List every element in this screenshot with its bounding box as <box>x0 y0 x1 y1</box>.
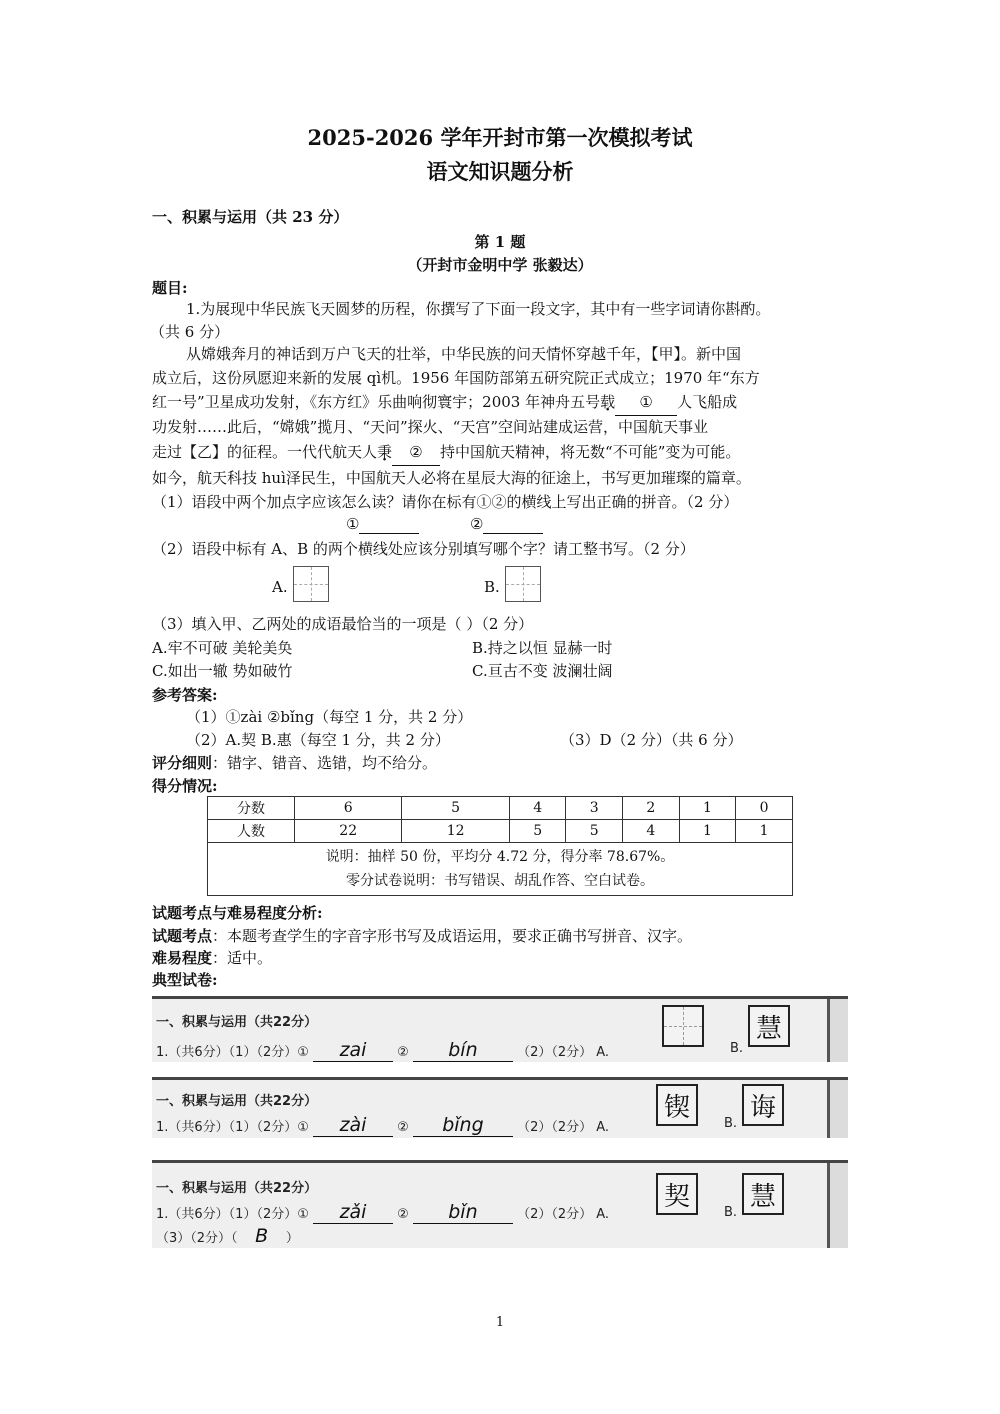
answer-label: 参考答案: <box>152 686 218 704</box>
count-cell: 4 <box>623 820 680 843</box>
kaodian-text: ：本题考查学生的字音字形书写及成语运用，要求正确书写拼音、汉字。 <box>212 927 693 945</box>
score-cell: 4 <box>509 797 566 820</box>
sample-scan-2 <box>152 1077 848 1138</box>
count-cell: 22 <box>295 820 402 843</box>
kaodian <box>152 925 692 946</box>
scan-box-b: 诲 <box>742 1084 784 1126</box>
question-intro: 1.为展现中华民族飞天圆梦的历程，你撰写了下面一段文字，其中有一些字词请你斟酌。 <box>186 300 771 318</box>
question-label: 题目: <box>152 279 188 297</box>
passage-text: 持中国航天精神，将无数“不可能”变为可能。 <box>440 443 741 461</box>
answer-3: （3）D（2 分）（共 6 分） <box>560 731 743 749</box>
scan-row-text: ） <box>285 1231 299 1246</box>
scan-row-text: ② <box>397 1120 409 1135</box>
difficulty <box>152 947 272 968</box>
scan-row <box>156 1039 609 1062</box>
blank-2: ② <box>392 440 440 466</box>
sample-scan-1 <box>152 996 848 1062</box>
handwritten-pinyin-1: zai <box>313 1039 393 1062</box>
scan-box-a: 契 <box>656 1173 698 1215</box>
scan-header: 一、积累与运用（共22分） <box>156 1094 318 1109</box>
passage-line-3 <box>152 390 737 416</box>
scoring-label: 评分细则 <box>152 754 213 772</box>
option-c: C.如出一辙 势如破竹 <box>152 662 293 680</box>
scan-row-text: （3）（2分）（ <box>156 1231 238 1246</box>
scan-edge <box>827 1080 848 1138</box>
document-subtitle: 语文知识题分析 <box>426 159 574 184</box>
scan-row-3 <box>156 1225 299 1247</box>
count-cell: 5 <box>566 820 623 843</box>
scan-row-text: ② <box>397 1207 409 1222</box>
scan-row-text: （2）（2分） A. <box>517 1045 610 1060</box>
blank-label: ② <box>470 515 484 533</box>
score-label: 得分情况: <box>152 777 218 795</box>
note-row <box>208 843 793 896</box>
passage-line-5 <box>152 440 740 466</box>
scan-box-b-label: B. <box>730 1041 744 1056</box>
scan-header: 一、积累与运用（共22分） <box>156 1181 318 1196</box>
score-header: 分数 <box>208 797 295 820</box>
writing-box-b <box>505 566 541 602</box>
dotted-char: 秉 <box>377 443 393 461</box>
sub-question-2: （2）语段中标有 A、B 的两个横线处应该分别填写哪个字？请工整书写。（2 分） <box>152 540 695 558</box>
scan-box-a <box>662 1005 704 1047</box>
option-b: B.持之以恒 显赫一时 <box>472 639 613 657</box>
sample-scan-3 <box>152 1160 848 1248</box>
scan-edge <box>827 1163 848 1248</box>
question-author: （开封市金明中学 张毅达） <box>407 256 593 274</box>
count-cell: 1 <box>736 820 793 843</box>
page-number: 1 <box>495 1315 505 1330</box>
score-cell: 5 <box>402 797 509 820</box>
passage-line-4: 功发射……此后，“嫦娥”揽月、“天问”探火、“天宫”空间站建成运营，中国航天事业 <box>152 418 709 436</box>
dotted-char: 载 <box>600 393 616 411</box>
score-cell: 1 <box>679 797 736 820</box>
handwritten-choice: B <box>255 1225 269 1247</box>
scan-header: 一、积累与运用（共22分） <box>156 1015 318 1030</box>
option-a: A.牢不可破 美轮美奂 <box>152 639 293 657</box>
document-title: 2025-2026 学年开封市第一次模拟考试 <box>307 125 693 150</box>
difficulty-label: 难易程度 <box>152 949 213 967</box>
handwritten-pinyin-2: bín <box>413 1039 513 1062</box>
scan-box-b: 慧 <box>742 1173 784 1215</box>
score-cell: 2 <box>623 797 680 820</box>
table-notes <box>208 843 793 896</box>
passage-line-6: 如今，航天科技 huì泽民生，中国航天人必将在星辰大海的征途上，书写更加璀璨的篇章。 <box>152 469 751 487</box>
scan-box-b-label: B. <box>724 1116 738 1131</box>
score-cell: 3 <box>566 797 623 820</box>
option-d: C.亘古不变 波澜壮阔 <box>472 662 613 680</box>
scoring-rules <box>152 752 437 773</box>
table-note-2: 零分试卷说明：书写错误、胡乱作答、空白试卷。 <box>346 873 654 889</box>
score-table <box>207 796 793 896</box>
count-cell: 5 <box>509 820 566 843</box>
pinyin-answer-line-2 <box>470 515 543 534</box>
score-cell: 0 <box>736 797 793 820</box>
count-header: 人数 <box>208 820 295 843</box>
scan-row-text: （2）（2分） A. <box>517 1207 610 1222</box>
passage-text: 人飞船成 <box>677 393 738 411</box>
blank-label: ① <box>346 515 360 533</box>
scan-box-a: 锲 <box>656 1084 698 1126</box>
pinyin-answer-line-1 <box>346 515 419 534</box>
handwritten-pinyin-2: bǐn <box>413 1201 513 1224</box>
count-row <box>208 820 793 843</box>
scan-row-text: （2）（2分） A. <box>517 1120 610 1135</box>
scan-row-text: 1.（共6分）（1）（2分）① <box>156 1045 309 1060</box>
score-cell: 6 <box>295 797 402 820</box>
scan-row <box>156 1201 609 1224</box>
box-label-a: A. <box>272 578 288 596</box>
passage-text: 走过【乙】的征程。一代代航天人 <box>152 443 378 461</box>
kaodian-label: 试题考点 <box>152 927 213 945</box>
answer-2: （2）A.契 B.惠（每空 1 分，共 2 分） <box>186 731 450 749</box>
scan-box-b: 慧 <box>748 1005 790 1047</box>
scan-row-text: 1.（共6分）（1）（2分）① <box>156 1120 309 1135</box>
difficulty-text: ：适中。 <box>212 949 273 967</box>
scan-row <box>156 1114 609 1137</box>
box-label-b: B. <box>484 578 500 596</box>
blank-1: ① <box>615 390 677 416</box>
analysis-label: 试题考点与难易程度分析: <box>152 904 323 922</box>
handwritten-pinyin-1: zǎi <box>313 1201 393 1224</box>
count-cell: 12 <box>402 820 509 843</box>
passage-text: 红一号”卫星成功发射，《东方红》乐曲响彻寰宇；2003 年神舟五号 <box>152 393 601 411</box>
handwritten-pinyin-2: bǐng <box>413 1114 513 1137</box>
question-title: 第 1 题 <box>474 233 526 251</box>
scan-box-b-label: B. <box>724 1205 738 1220</box>
writing-box-a <box>293 566 329 602</box>
answer-1: （1）①zài ②bǐng（每空 1 分，共 2 分） <box>186 708 473 726</box>
table-note-1: 说明：抽样 50 份，平均分 4.72 分，得分率 78.67%。 <box>325 849 675 865</box>
count-cell: 1 <box>679 820 736 843</box>
handwritten-pinyin-1: zài <box>313 1114 393 1137</box>
score-row <box>208 797 793 820</box>
passage-line-2: 成立后，这份夙愿迎来新的发展 qì机。1956 年国防部第五研究院正式成立；1970 年“东方 <box>152 369 760 387</box>
scoring-text: ：错字、错音、选错，均不给分。 <box>212 754 438 772</box>
passage-line-1: 从嫦娥奔月的神话到万户飞天的壮举，中华民族的问天情怀穿越千年，【甲】。新中国 <box>186 345 742 363</box>
samples-label: 典型试卷: <box>152 971 218 989</box>
sub-question-1: （1）语段中两个加点字应该怎么读？请你在标有①②的横线上写出正确的拼音。（2 分） <box>152 493 739 511</box>
sub-question-3: （3）填入甲、乙两处的成语最恰当的一项是（ ）（2 分） <box>152 615 534 633</box>
scan-edge <box>827 999 848 1062</box>
scan-row-text: 1.（共6分）（1）（2分）① <box>156 1207 309 1222</box>
section-heading: 一、积累与运用（共 23 分） <box>152 208 349 226</box>
scan-row-text: ② <box>397 1045 409 1060</box>
question-intro-points: （共 6 分） <box>150 323 230 341</box>
